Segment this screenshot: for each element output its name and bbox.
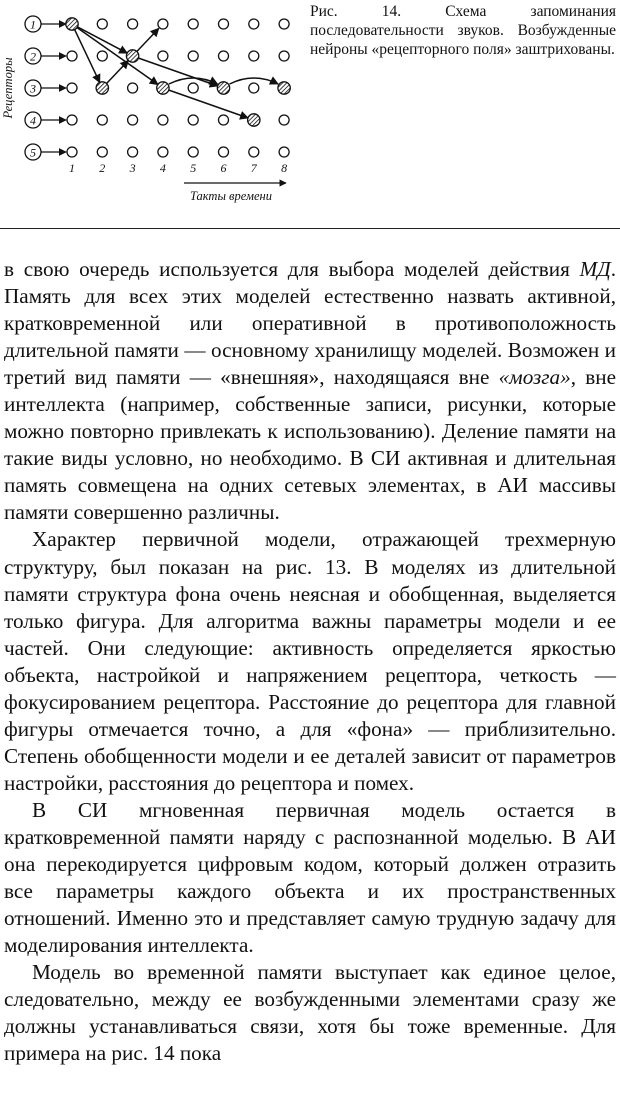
text-run: В СИ мгновенная первичная модель остается в кратковременной памяти наряду с распознанной моделью. В АИ она перекодируется цифровым кодом, который должен отразить все параметры каждого объекта и их пространственных отношений. Именно это и представляет самую трудную задачу для моделирования интеллекта. — [4, 797, 616, 958]
neuron — [249, 147, 259, 157]
figure-caption: Рис. 14. Схема запоминания последовательности звуков. Возбужденные нейроны «рецепторного поля» заштрихованы. — [310, 3, 616, 58]
neuron-grid-diagram — [0, 0, 300, 220]
neuron — [67, 115, 77, 125]
neuron — [188, 147, 198, 157]
excited-neuron — [248, 114, 260, 126]
excited-neuron — [157, 82, 169, 94]
x-axis-label: Такты времени — [190, 189, 272, 203]
connection-arrow — [106, 60, 128, 83]
receptor-number: 5 — [30, 145, 36, 160]
body-text — [4, 256, 616, 1067]
excited-neuron — [126, 50, 138, 62]
receptor-number: 4 — [30, 113, 36, 128]
excited-neuron — [66, 18, 78, 30]
neuron — [188, 83, 198, 93]
receptor-number: 3 — [30, 81, 36, 96]
neuron — [67, 83, 77, 93]
neuron — [128, 19, 138, 29]
y-axis-label: Рецепторы — [1, 57, 15, 119]
paragraph — [4, 256, 616, 526]
neuron — [249, 19, 259, 29]
neuron — [158, 19, 168, 29]
connection-arrow — [138, 58, 218, 86]
text-run: . Память для всех этих моделей естественно назвать активной, кратковременной или оперативной в противоположность длительной памяти — основному хранилищу моделей. Возможен и третий вид памяти — «внешняя», находящаяся вне — [4, 257, 616, 390]
neuron — [249, 51, 259, 61]
connection-arrow — [137, 28, 159, 51]
paragraph — [4, 526, 616, 796]
neuron — [279, 51, 289, 61]
neuron — [97, 51, 107, 61]
excited-neuron — [278, 82, 290, 94]
time-tick-label: 7 — [250, 161, 257, 175]
neuron — [67, 147, 77, 157]
paragraph — [4, 959, 616, 1067]
neuron — [97, 115, 107, 125]
neuron — [219, 115, 229, 125]
excited-neuron — [217, 82, 229, 94]
neuron — [158, 115, 168, 125]
neuron — [158, 51, 168, 61]
time-tick-label: 5 — [190, 161, 197, 175]
separator-rule — [0, 228, 620, 229]
neuron — [188, 19, 198, 29]
receptor-number: 1 — [30, 17, 36, 32]
excited-neuron — [96, 82, 108, 94]
neuron — [188, 115, 198, 125]
neuron — [219, 51, 229, 61]
neuron — [279, 147, 289, 157]
connection-arrow — [77, 27, 158, 84]
neuron — [67, 51, 77, 61]
time-tick-label: 6 — [220, 161, 227, 175]
text-run: , вне интеллекта (например, собственные записи, рисунки, которые можно повторно привлекать к использованию). Деление памяти на такие виды условно, но необходимо. В СИ активная и длительная память совмещена на одних сетевых элементах, в АИ массивы памяти совершенно различны. — [4, 365, 616, 525]
paragraph — [4, 797, 616, 959]
neuron — [128, 147, 138, 157]
italic-run: МД — [579, 257, 611, 281]
neuron — [188, 51, 198, 61]
neuron — [97, 19, 107, 29]
time-tick-label: 2 — [99, 161, 106, 175]
time-tick-label: 4 — [159, 161, 166, 175]
neuron — [249, 83, 259, 93]
time-tick-label: 3 — [129, 161, 136, 175]
receptor-number: 2 — [30, 49, 36, 64]
connection-arrow — [169, 90, 249, 118]
connection-arrow — [77, 27, 127, 53]
italic-run: «мозга» — [498, 365, 571, 390]
neuron — [219, 19, 229, 29]
time-tick-label: 8 — [281, 161, 288, 175]
neuron — [279, 19, 289, 29]
text-run: в свою очередь используется для выбора моделей действия — [4, 257, 580, 281]
neuron — [97, 147, 107, 157]
neuron — [219, 147, 229, 157]
text-run: Характер первичной модели, отражающей трехмерную структуру, был показан на рис. 13. В моделях из длительной памяти структура фона очень неясная и обобщенная, выделяется только фигура. Для алгоритма важны параметры модели и ее частей. Они следующие: активность определяется яркостью объекта, настройкой и напряжением рецептора, четкость — фокусированием рецептора. Расстояние до рецептора для главной фигуры отмечается точно, а для «фона» — приблизительно. Степень обобщенности модели и ее деталей зависит от параметров настройки, расстояния до рецептора и помех. — [4, 527, 616, 795]
text-run: Модель во временной памяти выступает как единое целое, следовательно, между ее возбужденными элементами сразу же должны устанавливаться связи, хотя бы тоже временные. Для примера на рис. 14 пока — [4, 960, 616, 1066]
neuron — [279, 115, 289, 125]
neuron — [128, 115, 138, 125]
figure-14 — [0, 0, 300, 220]
neuron — [128, 83, 138, 93]
time-tick-label: 1 — [69, 161, 75, 175]
neuron — [158, 147, 168, 157]
